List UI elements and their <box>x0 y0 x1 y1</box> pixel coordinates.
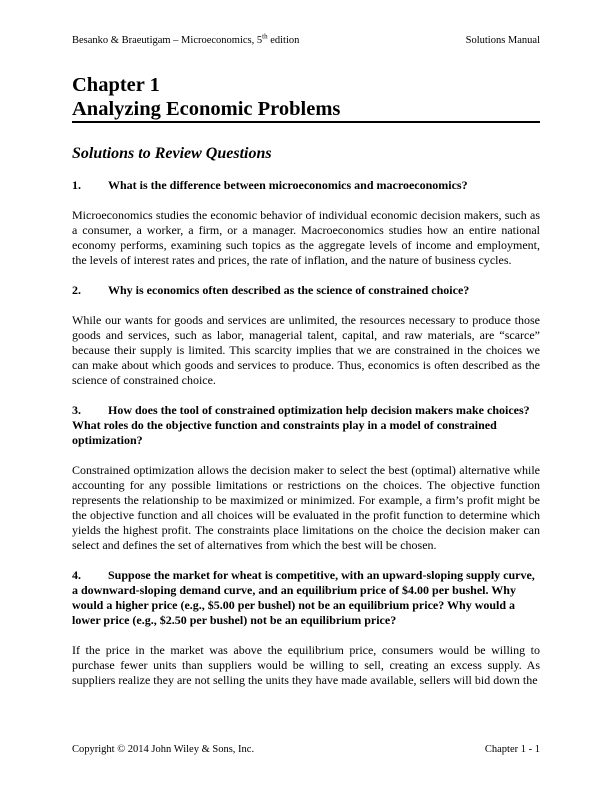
answer-1: Microeconomics studies the economic behavior of individual economic decision makers, such as a consumer, a worker, a firm, or a manager. Macroeconomics studies how an entire national economy performs, examining such topics as the aggregate levels of income and employment, the levels of interest rates and prices, the rate of inflation, and the nature of business cycles. <box>72 208 540 267</box>
running-header <box>72 32 540 46</box>
answer-4: If the price in the market was above the equilibrium price, consumers would be willing to purchase fewer units than suppliers would be willing to sell, creating an excess supply. As suppliers realize they are not selling the units they have made available, sellers will bid down the <box>72 643 540 687</box>
question-3 <box>72 403 540 448</box>
chapter-title <box>72 73 540 123</box>
question-4 <box>72 568 540 628</box>
edition-superscript: th <box>262 32 268 41</box>
question-number: 1. <box>72 178 81 192</box>
question-text: How does the tool of constrained optimization help decision makers make choices? What roles do the objective function and constraints play in a model of constrained optimization? <box>72 403 530 447</box>
question-number: 4. <box>72 568 81 582</box>
question-2 <box>72 283 540 298</box>
question-1 <box>72 178 540 193</box>
section-heading: Solutions to Review Questions <box>72 145 272 162</box>
question-text: Suppose the market for wheat is competitive, with an upward-sloping supply curve, a downward-sloping demand curve, and an equilibrium price of $4.00 per bushel. Why would a higher price (e.g., $5.00 per bushel) not be an equilibrium price? Why would a lower price (e.g., $2.50 per bushel) not be an equilibrium price? <box>72 568 535 627</box>
chapter-name: Analyzing Economic Problems <box>72 98 341 120</box>
question-text: What is the difference between microeconomics and macroeconomics? <box>108 178 468 192</box>
answer-3: Constrained optimization allows the decision maker to select the best (optimal) alternative while accounting for any possible limitations or restrictions on the choices. The objective function represents the relationship to be maximized or minimized. For example, a firm’s profit might be the objective function and all choices will be evaluated in the profit function to determine which yields the highest profit. The constraints place limitations on the choice the decision maker can select and defines the set of alternatives from which the best will be chosen. <box>72 463 540 552</box>
question-text: Why is economics often described as the science of constrained choice? <box>108 283 470 297</box>
review-questions <box>72 178 540 703</box>
chapter-number: Chapter 1 <box>72 74 160 96</box>
running-footer <box>72 744 540 755</box>
answer-2: While our wants for goods and services are unlimited, the resources necessary to produce those goods and services, such as labor, managerial talent, capital, and raw materials, are “scarce” because their supply is limited. This scarcity implies that we are constrained in the choices we can make about which goods and services to produce. Thus, economics is often described as the science of constrained choice. <box>72 313 540 387</box>
copyright-notice: Copyright © 2014 John Wiley & Sons, Inc. <box>72 744 255 755</box>
question-number: 3. <box>72 403 81 417</box>
header-book-title: Besanko & Braeutigam – Microeconomics, 5th edition <box>72 32 300 46</box>
header-manual-label: Solutions Manual <box>465 35 540 46</box>
page-number: Chapter 1 - 1 <box>484 744 540 755</box>
question-number: 2. <box>72 283 81 297</box>
